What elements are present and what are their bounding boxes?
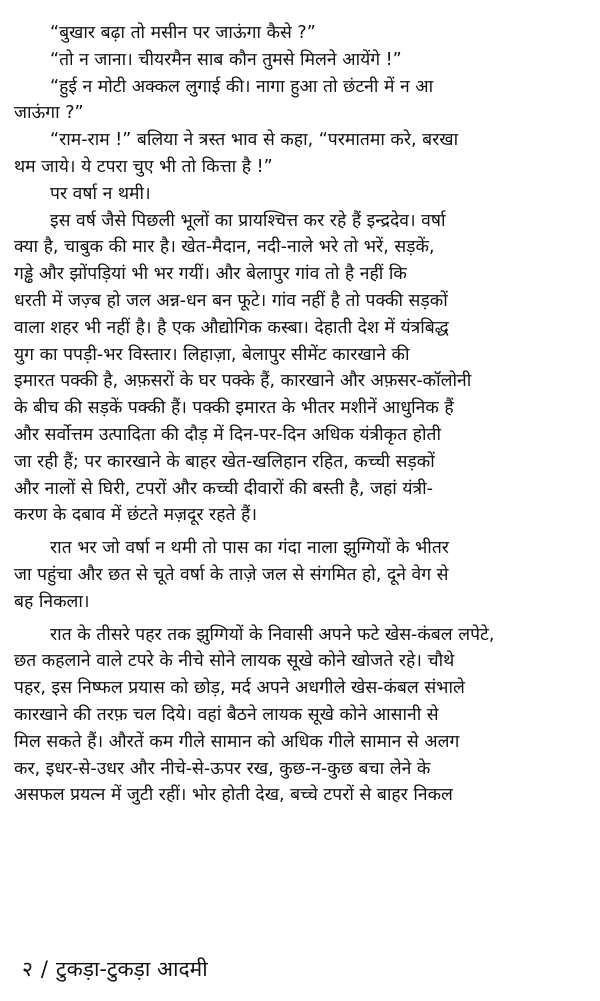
page-footer	[22, 954, 208, 984]
text-line: युग का पपड़ी-भर विस्तार। लिहाज़ा, बेलापुर सीमेंट कारखाने की	[14, 344, 410, 365]
text-line: “हुई न मोटी अक्कल लुगाई की। नागा हुआ तो छंटनी में न आ	[50, 76, 434, 97]
text-line: थम जाये। ये टपरा चुए भी तो कित्ता है !”	[14, 156, 273, 177]
paragraph-dialogue-4	[14, 127, 586, 181]
paragraph-narration-3	[14, 535, 586, 615]
text-line: वाला शहर भी नहीं है। है एक औद्योगिक कस्बा। देहाती देश में यंत्रबिद्ध	[14, 317, 449, 338]
text-line: इमारत पक्की है, अफ़सरों के घर पक्के हैं, कारखाने और अफ़सर-कॉलोनी	[14, 371, 472, 392]
paragraph-narration-1	[14, 181, 586, 208]
text-line: और सर्वोत्तम उत्पादिता की दौड़ में दिन-पर-दिन अधिक यंत्रीकृत होती	[14, 424, 441, 445]
text-line: कर, इधर-से-उधर और नीचे-से-ऊपर रख, कुछ-न-कुछ बचा लेने के	[14, 758, 431, 779]
text-line: क्या है, चाबुक की मार है। खेत-मैदान, नदी-नाले भरे तो भरें, सड़कें,	[14, 237, 435, 258]
text-line: पर वर्षा न थमी।	[50, 183, 151, 204]
text-line: मिल सकते हैं। औरतें कम गीले सामान को अधिक गीले सामान से अलग	[14, 731, 460, 752]
paragraph-dialogue-1	[14, 20, 586, 47]
footer-separator: /	[40, 957, 48, 981]
text-line: “राम-राम !” बलिया ने त्रस्त भाव से कहा, “परमातमा करे, बरखा	[50, 130, 459, 151]
paragraph-narration-2	[14, 208, 586, 530]
text-line: करण के दबाव में छंटते मज़दूर रहते हैं।	[14, 505, 257, 526]
text-line: जा पहुंचा और छत से चूते वर्षा के ताज़े जल से संगमित हो, दूने वेग से	[14, 564, 449, 585]
paragraph-dialogue-3	[14, 74, 586, 128]
text-line: असफल प्रयत्न में जुटी रहीं। भोर होती देख, बच्चे टपरों से बाहर निकल	[14, 785, 453, 806]
text-line: जा रही हैं; पर कारखाने के बाहर खेत-खलिहान रहित, कच्ची सड़कों	[14, 451, 435, 472]
text-line: “तो न जाना। चीयरमैन साब कौन तुमसे मिलने आयेंगे !”	[50, 49, 402, 70]
text-line: “बुखार बढ़ा तो मसीन पर जाऊंगा कैसे ?”	[50, 23, 316, 43]
text-line: रात भर जो वर्षा न थमी तो पास का गंदा नाला झुग्गियों के भीतर	[50, 538, 449, 559]
text-line: जाऊंगा ?”	[14, 103, 84, 124]
text-line: कारखाने की तरफ़ चल दिये। वहां बैठने लायक सूखे कोने आसानी से	[14, 704, 439, 725]
text-line: छत कहलाने वाले टपरे के नीचे सोने लायक सूखे कोने खोजते रहे। चौथे	[14, 651, 455, 672]
page-body	[14, 20, 586, 809]
text-line: के बीच की सड़कें पक्की हैं। पक्की इमारत के भीतर मशीनें आधुनिक हैं	[14, 398, 454, 419]
paragraph-narration-4	[14, 622, 586, 810]
paragraph-dialogue-2	[14, 47, 586, 74]
text-line: गड्ढे और झोंपड़ियां भी भर गयीं। और बेलापुर गांव तो है नहीं कि	[14, 264, 407, 285]
text-line: पहर, इस निष्फल प्रयास को छोड़, मर्द अपने अधगीले खेस-कंबल संभाले	[14, 678, 465, 699]
text-line: रात के तीसरे पहर तक झुग्गियों के निवासी अपने फटे खेस-कंबल लपेटे,	[50, 624, 495, 645]
text-line: और नालों से घिरी, टपरों और कच्ची दीवारों की बस्ती है, जहां यंत्री-	[14, 478, 433, 499]
text-line: धरती में जज़्ब हो जल अन्न-धन बन फूटे। गांव नहीं है तो पक्की सड़कों	[14, 290, 448, 311]
text-line: इस वर्ष जैसे पिछली भूलों का प्रायश्चित्त कर रहे हैं इन्द्रदेव। वर्षा	[50, 210, 446, 231]
text-line: बह निकला।	[14, 591, 90, 612]
page-number: २	[22, 957, 33, 981]
book-title: टुकड़ा-टुकड़ा आदमी	[56, 957, 208, 981]
